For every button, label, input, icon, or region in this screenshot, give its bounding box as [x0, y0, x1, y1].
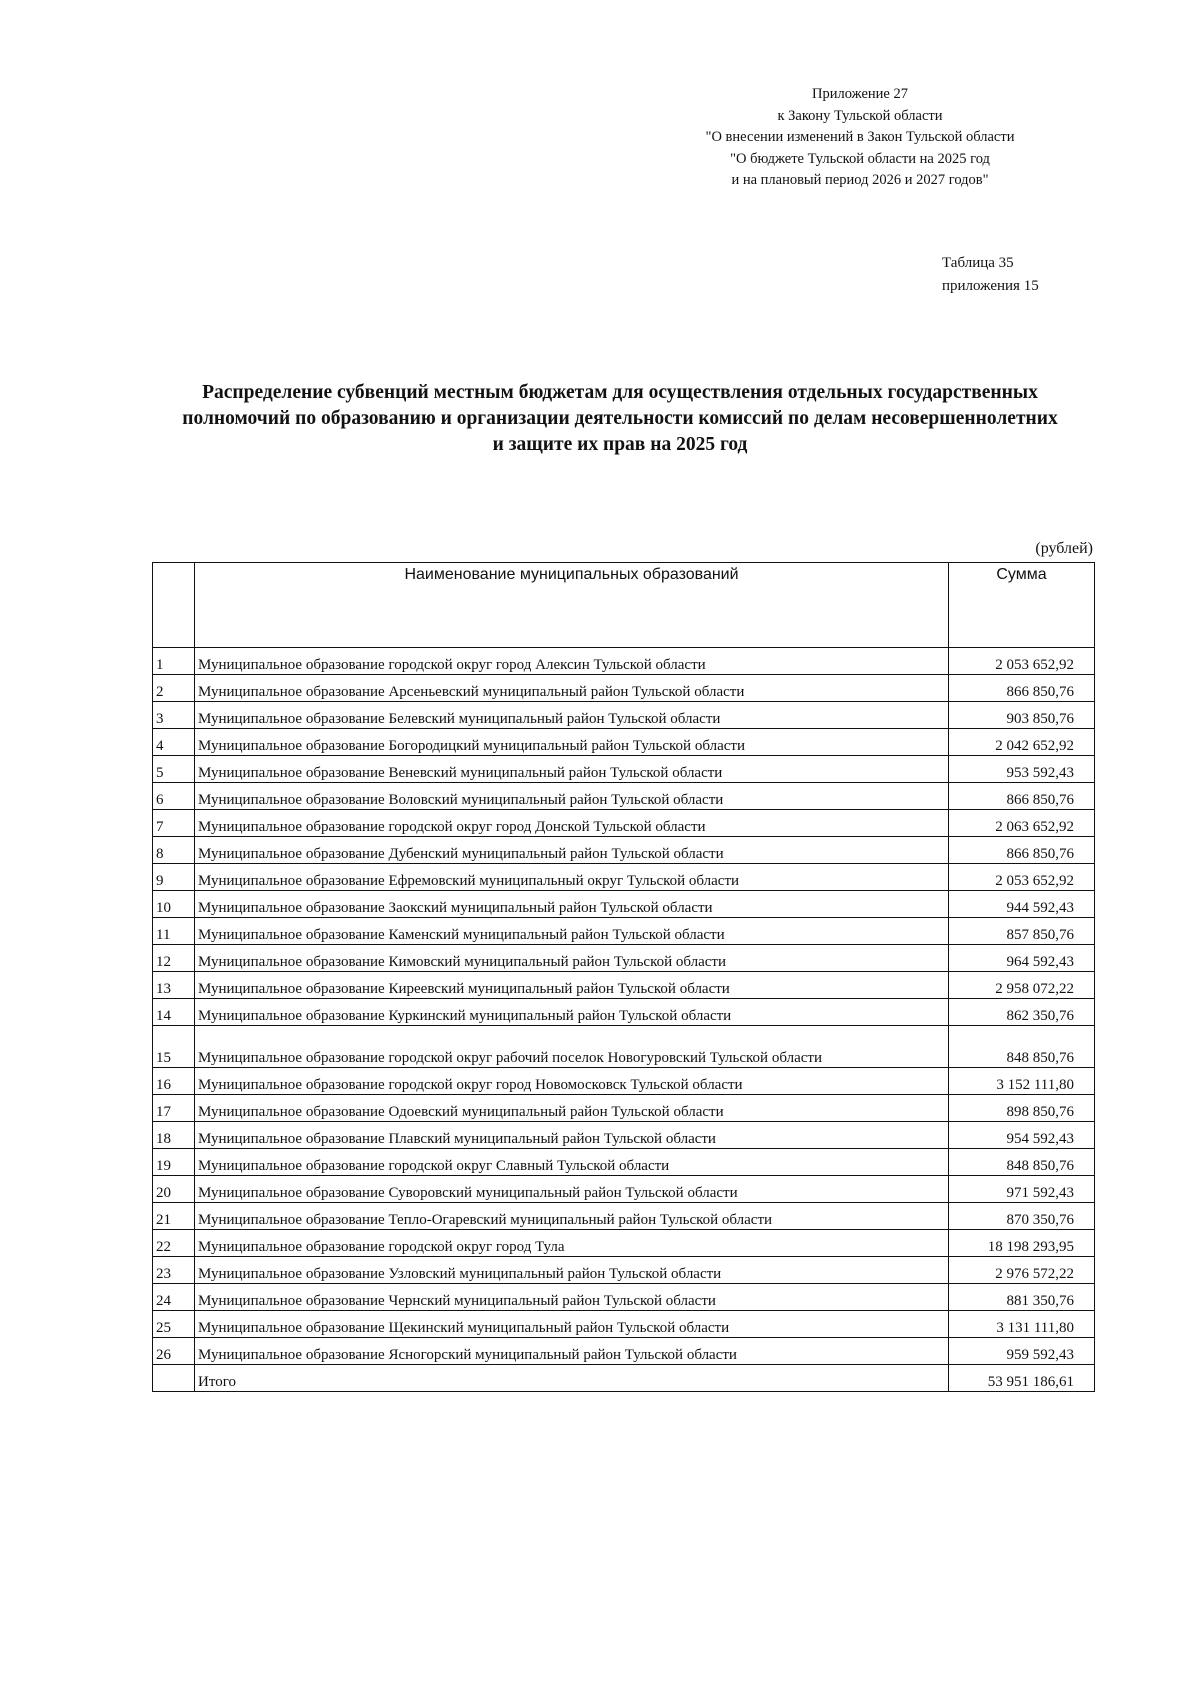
table-row [153, 945, 1095, 972]
document-title [140, 380, 1100, 458]
municipality-name: Муниципальное образование городской округ город Донской Тульской области [195, 810, 949, 837]
municipality-name: Муниципальное образование городской округ рабочий поселок Новогуровский Тульской области [195, 1026, 949, 1068]
municipality-name: Муниципальное образование Ясногорский муниципальный район Тульской области [195, 1338, 949, 1365]
table-row [153, 837, 1095, 864]
subvention-amount: 898 850,76 [949, 1095, 1095, 1122]
subvention-amount: 944 592,43 [949, 891, 1095, 918]
appendix-line: "О внесении изменений в Закон Тульской области [705, 129, 1015, 145]
table-row [153, 783, 1095, 810]
table-row [153, 810, 1095, 837]
row-number: 6 [153, 783, 195, 810]
subvention-amount: 2 063 652,92 [949, 810, 1095, 837]
municipality-name: Муниципальное образование Чернский муниципальный район Тульской области [195, 1284, 949, 1311]
table-row [153, 729, 1095, 756]
row-number: 16 [153, 1068, 195, 1095]
row-number: 15 [153, 1026, 195, 1068]
municipality-name: Муниципальное образование городской округ Славный Тульской области [195, 1149, 949, 1176]
subvention-amount: 866 850,76 [949, 783, 1095, 810]
table-row [153, 1284, 1095, 1311]
subvention-amount: 53 951 186,61 [949, 1365, 1095, 1392]
municipality-name: Муниципальное образование Воловский муниципальный район Тульской области [195, 783, 949, 810]
municipality-name: Муниципальное образование Куркинский муниципальный район Тульской области [195, 999, 949, 1026]
table-row [153, 918, 1095, 945]
title-line: и защите их прав на 2025 год [492, 434, 748, 455]
subvention-amount: 971 592,43 [949, 1176, 1095, 1203]
appendix-line: к Закону Тульской области [777, 107, 943, 124]
table-row [153, 1176, 1095, 1203]
subvention-amount: 953 592,43 [949, 756, 1095, 783]
row-number: 13 [153, 972, 195, 999]
appendix-header [660, 84, 1060, 192]
subvention-amount: 857 850,76 [949, 918, 1095, 945]
municipality-name: Муниципальное образование Белевский муниципальный район Тульской области [195, 702, 949, 729]
table-reference [942, 252, 1102, 298]
table-row [153, 1122, 1095, 1149]
row-number: 24 [153, 1284, 195, 1311]
appendix-line: "О бюджете Тульской области на 2025 год [730, 150, 990, 167]
header-name: Наименование муниципальных образований [195, 563, 949, 648]
municipality-name: Муниципальное образование Ефремовский муниципальный округ Тульской области [195, 864, 949, 891]
municipality-name: Муниципальное образование Узловский муниципальный район Тульской области [195, 1257, 949, 1284]
subvention-amount: 2 976 572,22 [949, 1257, 1095, 1284]
subvention-amount: 2 042 652,92 [949, 729, 1095, 756]
appendix-number: приложения 15 [942, 278, 1039, 294]
row-number: 26 [153, 1338, 195, 1365]
row-number: 19 [153, 1149, 195, 1176]
subvention-amount: 2 053 652,92 [949, 648, 1095, 675]
row-number: 4 [153, 729, 195, 756]
subvention-amount: 964 592,43 [949, 945, 1095, 972]
municipality-name: Муниципальное образование городской округ город Тула [195, 1230, 949, 1257]
title-line: Распределение субвенций местным бюджетам для осуществления отдельных государственных [202, 382, 1038, 403]
row-number: 21 [153, 1203, 195, 1230]
municipality-name: Муниципальное образование Заокский муниципальный район Тульской области [195, 891, 949, 918]
row-number: 2 [153, 675, 195, 702]
municipality-name: Муниципальное образование городской округ город Новомосковск Тульской области [195, 1068, 949, 1095]
table-row [153, 675, 1095, 702]
row-number: 23 [153, 1257, 195, 1284]
subvention-amount: 3 131 111,80 [949, 1311, 1095, 1338]
units-label: (рублей) [1035, 540, 1093, 557]
appendix-line: и на плановый период 2026 и 2027 годов" [731, 172, 989, 188]
table-row [153, 702, 1095, 729]
header-num [153, 563, 195, 648]
row-number: 1 [153, 648, 195, 675]
total-row [153, 1365, 1095, 1392]
row-number: 3 [153, 702, 195, 729]
row-number: 20 [153, 1176, 195, 1203]
table-body [153, 648, 1095, 1392]
municipality-name: Муниципальное образование городской округ город Алексин Тульской области [195, 648, 949, 675]
table-row [153, 1026, 1095, 1068]
row-number: 8 [153, 837, 195, 864]
table-header-row [153, 563, 1095, 648]
appendix-line: Приложение 27 [812, 86, 908, 102]
subvention-amount: 959 592,43 [949, 1338, 1095, 1365]
municipality-name: Муниципальное образование Щекинский муниципальный район Тульской области [195, 1311, 949, 1338]
row-number: 11 [153, 918, 195, 945]
subvention-amount: 848 850,76 [949, 1026, 1095, 1068]
subvention-amount: 866 850,76 [949, 675, 1095, 702]
table-row [153, 648, 1095, 675]
municipality-name: Муниципальное образование Богородицкий муниципальный район Тульской области [195, 729, 949, 756]
subvention-amount: 870 350,76 [949, 1203, 1095, 1230]
municipality-name: Муниципальное образование Плавский муниципальный район Тульской области [195, 1122, 949, 1149]
row-number: 7 [153, 810, 195, 837]
row-number: 25 [153, 1311, 195, 1338]
subvention-amount: 3 152 111,80 [949, 1068, 1095, 1095]
table-row [153, 1338, 1095, 1365]
municipality-name: Муниципальное образование Киреевский муниципальный район Тульской области [195, 972, 949, 999]
row-number: 18 [153, 1122, 195, 1149]
title-line: полномочий по образованию и организации деятельности комиссий по делам несовершеннолетних [182, 408, 1058, 429]
table-row [153, 1149, 1095, 1176]
subvention-amount: 881 350,76 [949, 1284, 1095, 1311]
row-number: 17 [153, 1095, 195, 1122]
row-number: 22 [153, 1230, 195, 1257]
row-number [153, 1365, 195, 1392]
subvention-amount: 903 850,76 [949, 702, 1095, 729]
municipality-name: Муниципальное образование Арсеньевский муниципальный район Тульской области [195, 675, 949, 702]
municipality-name: Муниципальное образование Дубенский муниципальный район Тульской области [195, 837, 949, 864]
table-number: Таблица 35 [942, 255, 1014, 271]
subvention-table [152, 562, 1095, 1392]
municipality-name: Муниципальное образование Одоевский муниципальный район Тульской области [195, 1095, 949, 1122]
row-number: 10 [153, 891, 195, 918]
subvention-amount: 866 850,76 [949, 837, 1095, 864]
municipality-name: Муниципальное образование Кимовский муниципальный район Тульской области [195, 945, 949, 972]
table-row [153, 999, 1095, 1026]
row-number: 9 [153, 864, 195, 891]
table-row [153, 1257, 1095, 1284]
municipality-name: Муниципальное образование Веневский муниципальный район Тульской области [195, 756, 949, 783]
table-row [153, 1095, 1095, 1122]
table-row [153, 1068, 1095, 1095]
table-row [153, 1203, 1095, 1230]
row-number: 14 [153, 999, 195, 1026]
row-number: 12 [153, 945, 195, 972]
table-row [153, 891, 1095, 918]
subvention-amount: 848 850,76 [949, 1149, 1095, 1176]
subvention-amount: 18 198 293,95 [949, 1230, 1095, 1257]
municipality-name: Муниципальное образование Каменский муниципальный район Тульской области [195, 918, 949, 945]
table-row [153, 972, 1095, 999]
municipality-name: Муниципальное образование Тепло-Огаревский муниципальный район Тульской области [195, 1203, 949, 1230]
subvention-amount: 2 958 072,22 [949, 972, 1095, 999]
table-row [153, 756, 1095, 783]
row-number: 5 [153, 756, 195, 783]
table-row [153, 1230, 1095, 1257]
subvention-amount: 862 350,76 [949, 999, 1095, 1026]
header-sum: Сумма [949, 563, 1095, 648]
subvention-amount: 2 053 652,92 [949, 864, 1095, 891]
table-row [153, 1311, 1095, 1338]
municipality-name: Итого [195, 1365, 949, 1392]
table-row [153, 864, 1095, 891]
municipality-name: Муниципальное образование Суворовский муниципальный район Тульской области [195, 1176, 949, 1203]
subvention-amount: 954 592,43 [949, 1122, 1095, 1149]
